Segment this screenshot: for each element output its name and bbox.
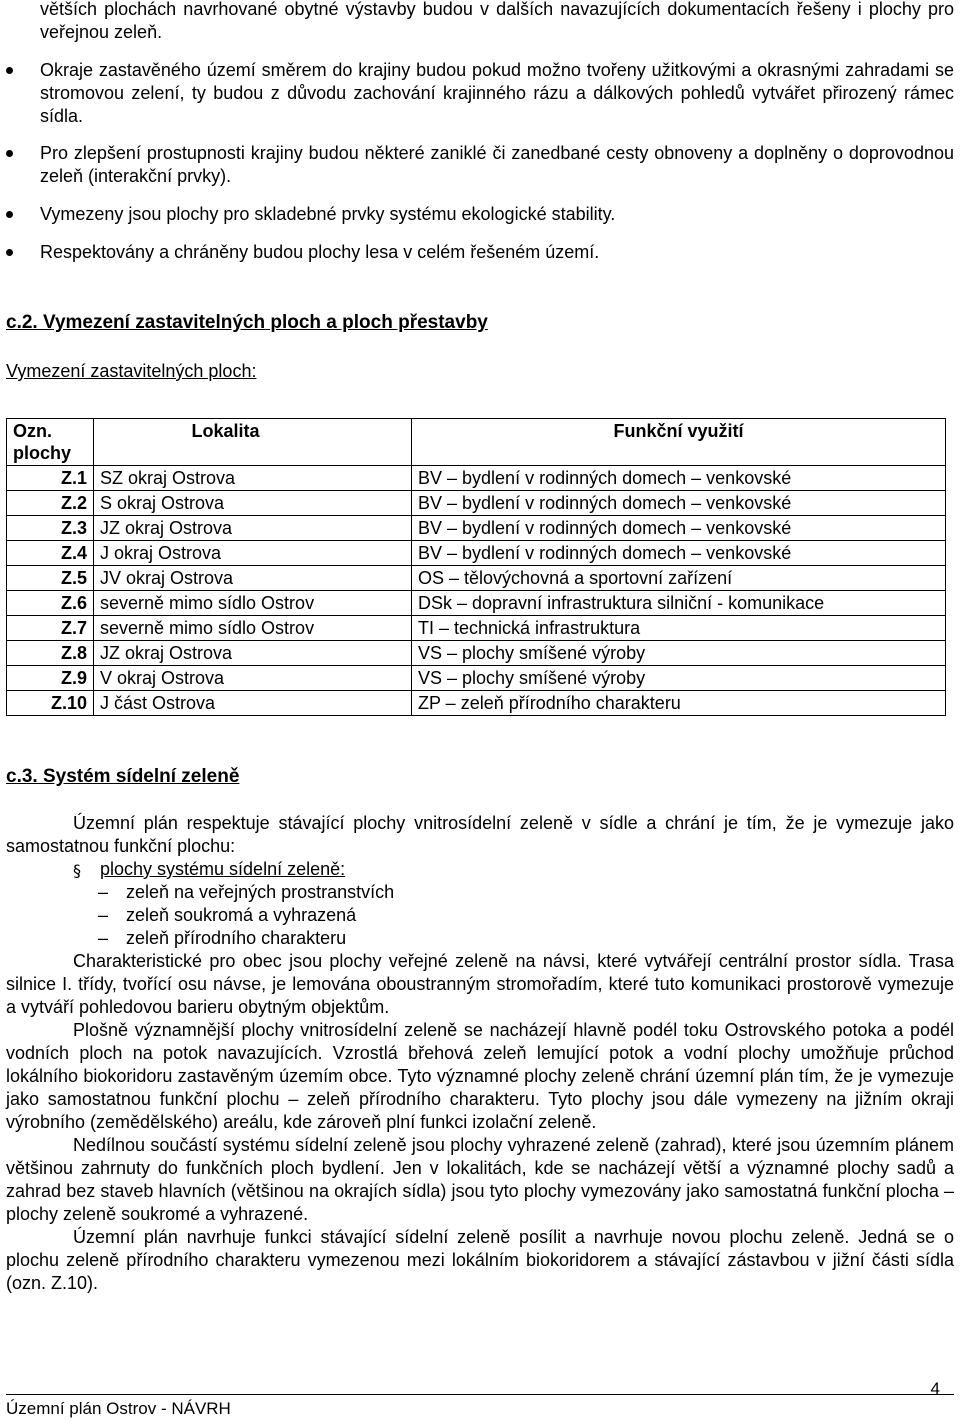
cell-ozn: Z.8 [7,641,94,666]
bullet-list [6,59,954,264]
cell-ozn: Z.7 [7,616,94,641]
list-title-item [6,858,954,881]
cell-lokalita: JZ okraj Ostrova [94,641,412,666]
bullet-text: Pro zlepšení prostupnosti krajiny budou některé zaniklé či zanedbané cesty obnoveny a doplněny o doprovodnou zeleň (interakční prvky). [40,143,954,186]
green-system-list [6,858,954,950]
cell-lokalita: J okraj Ostrova [94,541,412,566]
cell-ozn: Z.1 [7,466,94,491]
table-header-row [7,419,946,466]
cell-ozn: Z.6 [7,591,94,616]
bullet-text: Vymezeny jsou plochy pro skladebné prvky systému ekologické stability. [40,204,616,224]
list-item [6,241,954,264]
dash-icon: – [98,928,109,948]
list-item-text: zeleň soukromá a vyhrazená [126,905,357,925]
table-row [7,691,946,716]
table-row [7,466,946,491]
zones-table [6,418,946,716]
paragraph: Nedílnou součástí systému sídelní zeleně jsou plochy vyhrazené zeleně (zahrad), které jsou územním plánem většinou zahrnuty do funkčních ploch bydlení. Jen v lokalitách, kde se nacházejí větší a významné plochy sadů a zahrad bez staveb hlavních (většinou na okrajích sídla) jsou tyto plochy vymezovány jako samostatná funkční plocha – plochy zeleně soukromé a vyhrazené. [6,1135,954,1224]
cell-funkcni-vyuziti: VS – plochy smíšené výroby [412,641,946,666]
header-ozn: Ozn. plochy [7,419,94,466]
section-c3-body [6,812,954,1295]
cell-ozn: Z.9 [7,666,94,691]
cell-lokalita: severně mimo sídlo Ostrov [94,616,412,641]
table-row [7,666,946,691]
section-heading-c2: c.2. Vymezení zastavitelných ploch a ploch přestavby [6,312,488,333]
bullet-text: Okraje zastavěného území směrem do krajiny budou pokud možno tvořeny užitkovými a okrasnými zahradami se stromovou zelení, ty budou z důvodu zachování krajinného rázu a dálkových pohledů vytvářet přirozený rámec sídla. [40,60,954,126]
bullet-icon [6,67,13,74]
cell-ozn: Z.3 [7,516,94,541]
cell-lokalita: S okraj Ostrova [94,491,412,516]
footer-divider [6,1394,954,1395]
intro-continuation: větších plochách navrhované obytné výstavby budou v dalších navazujících dokumentacích řešeny i plochy pro veřejnou zeleň. [40,0,954,42]
section-heading-c3: c.3. Systém sídelní zeleně [6,766,240,787]
dash-icon: – [98,882,109,902]
cell-ozn: Z.10 [7,691,94,716]
page-number: 4 [930,1379,940,1398]
table-row [7,616,946,641]
table-row [7,641,946,666]
cell-funkcni-vyuziti: BV – bydlení v rodinných domech – venkovské [412,541,946,566]
list-item [6,142,954,188]
paragraph: Charakteristické pro obec jsou plochy veřejné zeleně na návsi, které vytvářejí centrální prostor sídla. Trasa silnice I. třídy, tvořící osu návse, je lemována oboustranným stromořadím, které tuto komunikaci prostorově vymezuje a vytváří pohledovou barieru obytným objektům. [6,951,954,1017]
cell-funkcni-vyuziti: DSk – dopravní infrastruktura silniční - komunikace [412,591,946,616]
table-row [7,516,946,541]
bullet-icon [6,249,13,256]
paragraph: Územní plán navrhuje funkci stávající sídelní zeleně posílit a navrhuje novou plochu zeleně. Jedná se o plochu zeleně přírodního charakteru vymezenou mezi lokálním biokoridorem a stávající zástavbou v jižní části sídla (ozn. Z.10). [6,1227,954,1293]
bullet-icon [6,150,13,157]
cell-funkcni-vyuziti: TI – technická infrastruktura [412,616,946,641]
table-row [7,541,946,566]
table-row [7,566,946,591]
footer-title: Územní plán Ostrov - NÁVRH [6,1399,231,1418]
header-lokalita: Lokalita [94,419,412,466]
list-item [6,904,954,927]
table-row [7,491,946,516]
list-item [6,59,954,128]
list-item [6,881,954,904]
cell-funkcni-vyuziti: BV – bydlení v rodinných domech – venkovské [412,491,946,516]
checkbox-square-icon: § [73,861,81,880]
paragraph: Územní plán respektuje stávající plochy vnitrosídelní zeleně v sídle a chrání je tím, že je vymezuje jako samostatnou funkční plochu: [6,813,954,856]
cell-lokalita: JZ okraj Ostrova [94,516,412,541]
cell-funkcni-vyuziti: VS – plochy smíšené výroby [412,666,946,691]
cell-lokalita: V okraj Ostrova [94,666,412,691]
list-title: plochy systému sídelní zeleně: [100,859,346,879]
cell-funkcni-vyuziti: ZP – zeleň přírodního charakteru [412,691,946,716]
dash-icon: – [98,905,109,925]
cell-funkcni-vyuziti: BV – bydlení v rodinných domech – venkovské [412,466,946,491]
cell-ozn: Z.2 [7,491,94,516]
cell-funkcni-vyuziti: BV – bydlení v rodinných domech – venkovské [412,516,946,541]
header-funkcni-vyuziti: Funkční využití [412,419,946,466]
bullet-icon [6,211,13,218]
list-item [6,927,954,950]
paragraph: Plošně významnější plochy vnitrosídelní zeleně se nacházejí hlavně podél toku Ostrovského potoka a podél vodních ploch na potok navazujících. Vzrostlá břehová zeleň lemující potok a vodní plochy umožňuje průchod lokálního biokoridoru zastavěným územím obce. Tyto významné plochy zeleně chrání územní plán tím, že je vymezuje jako samostatnou funkční plochu – zeleň přírodního charakteru. Tyto plochy jsou dále vymezeny na jižním okraji výrobního (zemědělského) areálu, kde zároveň plní funkci izolační zeleně. [6,1020,954,1132]
cell-funkcni-vyuziti: OS – tělovýchovná a sportovní zařízení [412,566,946,591]
cell-lokalita: JV okraj Ostrova [94,566,412,591]
cell-ozn: Z.5 [7,566,94,591]
list-item [6,203,954,226]
cell-ozn: Z.4 [7,541,94,566]
list-item-text: zeleň na veřejných prostranstvích [126,882,395,902]
subheading-zastavitelne-plochy: Vymezení zastavitelných ploch: [6,361,257,381]
cell-lokalita: J část Ostrova [94,691,412,716]
table-row [7,591,946,616]
cell-lokalita: severně mimo sídlo Ostrov [94,591,412,616]
bullet-text: Respektovány a chráněny budou plochy lesa v celém řešeném území. [40,242,600,262]
cell-lokalita: SZ okraj Ostrova [94,466,412,491]
list-item-text: zeleň přírodního charakteru [126,928,347,948]
